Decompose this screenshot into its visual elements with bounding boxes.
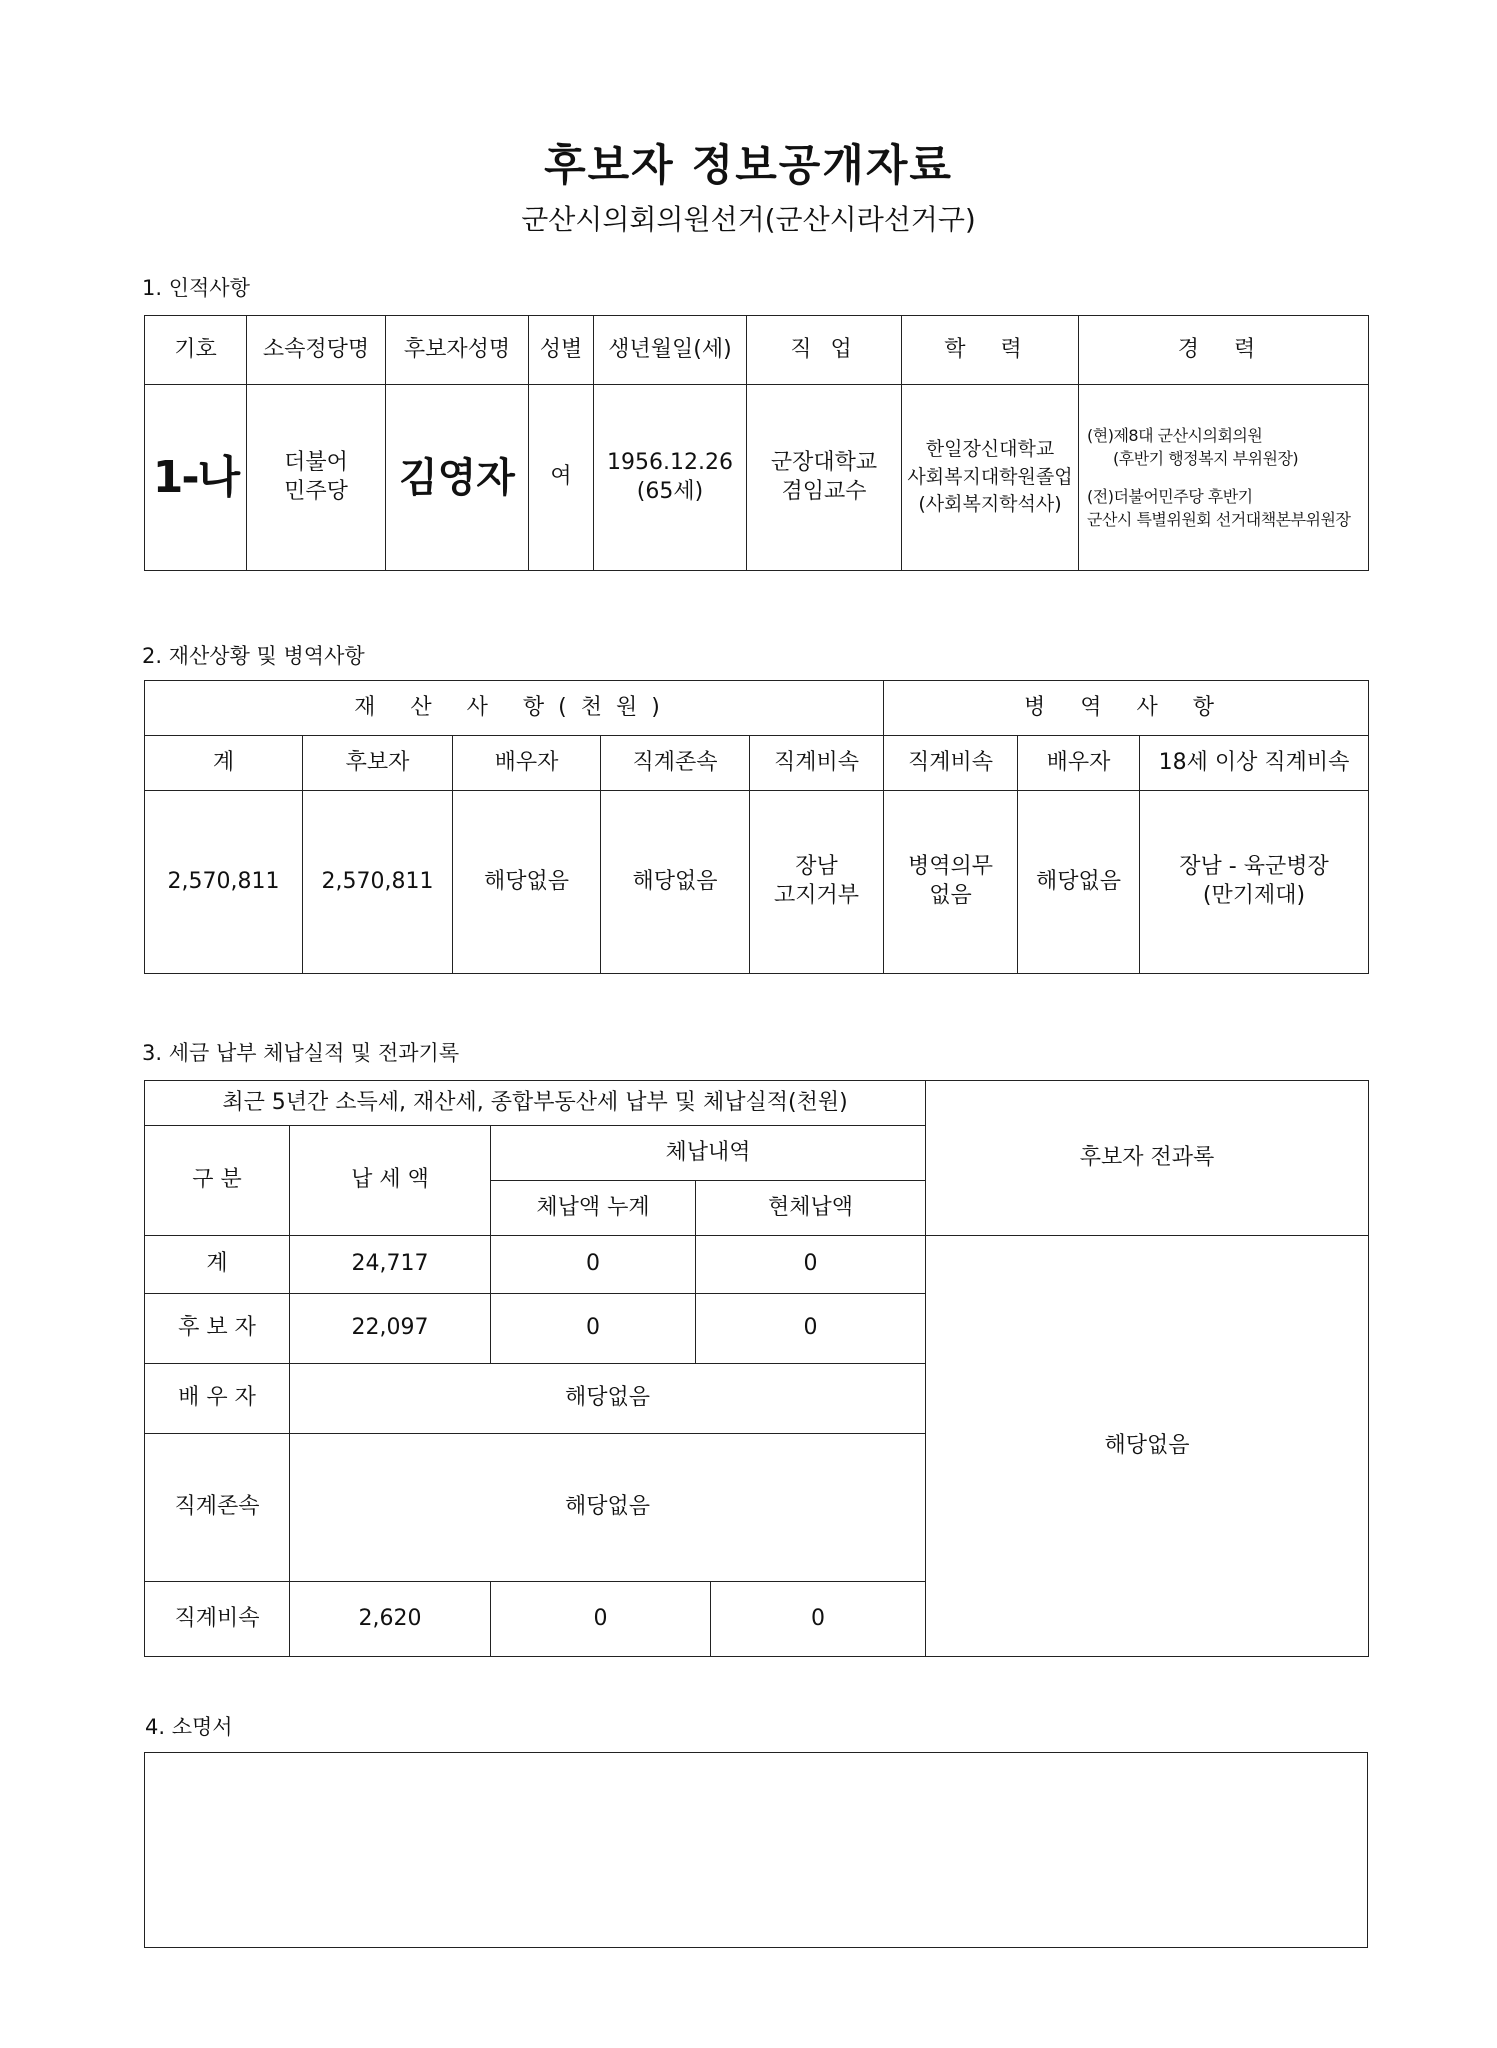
career-line-2: (후반기 행정복지 부위원장) xyxy=(1113,449,1299,469)
military-header: 병 역 사 항 xyxy=(884,681,1369,736)
property-descendant-line-1: 장남 xyxy=(795,854,838,880)
education-line-1: 한일장신대학교 xyxy=(925,438,1055,461)
military-descendant xyxy=(884,791,1018,974)
property-column-header-row xyxy=(145,736,1369,791)
property-descendant-line-2: 고지거부 xyxy=(773,883,859,908)
property-value-row xyxy=(145,791,1369,974)
military-adult-descendant xyxy=(1140,791,1369,974)
party-line-2: 민주당 xyxy=(284,478,348,504)
col-spouse: 배우자 xyxy=(453,736,601,791)
property-spouse: 해당없음 xyxy=(453,791,601,974)
property-header: 재 산 사 항(천원) xyxy=(145,681,884,736)
party-line-1: 더불어 xyxy=(284,449,348,475)
tax-row-current: 0 xyxy=(696,1236,926,1294)
property-descendant xyxy=(750,791,884,974)
birth-age: (65세) xyxy=(636,478,704,504)
header-name: 후보자성명 xyxy=(386,316,529,385)
career-line-1: (현)제8대 군산시의회의원 xyxy=(1087,426,1263,446)
property-ascendant: 해당없음 xyxy=(601,791,750,974)
col-arrears-total: 체납액 누계 xyxy=(491,1181,696,1236)
tax-row-arrears-total: 0 xyxy=(491,1294,696,1364)
candidate-birth xyxy=(594,385,747,571)
col-ascendant: 직계존속 xyxy=(601,736,750,791)
personal-info-row xyxy=(145,385,1369,571)
col-total: 계 xyxy=(145,736,303,791)
property-military-table xyxy=(144,680,1369,974)
tax-row-label: 배 우 자 xyxy=(145,1364,290,1434)
header-job: 직 업 xyxy=(747,316,902,385)
tax-group-header-row xyxy=(145,1081,1369,1126)
tax-row-current: 0 xyxy=(696,1294,926,1364)
career-line-4: 군산시 특별위원회 선거대책본부위원장 xyxy=(1087,509,1351,529)
header-gender: 성별 xyxy=(529,316,594,385)
tax-row-label: 계 xyxy=(145,1236,290,1294)
tax-row xyxy=(145,1236,1369,1294)
col-candidate: 후보자 xyxy=(303,736,453,791)
header-career: 경 력 xyxy=(1079,316,1369,385)
page-title: 후보자 정보공개자료 xyxy=(544,141,953,191)
col-mil-adult-descendant: 18세 이상 직계비속 xyxy=(1140,736,1369,791)
military-descendant-line-1: 병역의무 xyxy=(907,854,993,880)
military-descendant-line-2: 없음 xyxy=(929,883,972,908)
job-line-1: 군장대학교 xyxy=(770,449,878,475)
tax-row-arrears-total: 0 xyxy=(491,1236,696,1294)
tax-criminal-table xyxy=(144,1080,1369,1657)
military-adult-descendant-line-1: 장남 - 육군병장 xyxy=(1179,854,1329,880)
tax-row-merged: 해당없음 xyxy=(290,1434,926,1582)
explanation-box xyxy=(144,1752,1368,1948)
header-symbol: 기호 xyxy=(145,316,247,385)
candidate-name: 김영자 xyxy=(386,385,529,571)
candidate-job xyxy=(747,385,902,571)
page-subtitle: 군산시의회의원선거(군산시라선거구) xyxy=(521,203,976,236)
section-1-heading: 1. 인적사항 xyxy=(142,276,250,300)
candidate-symbol: 1-나 xyxy=(145,385,247,571)
header-party: 소속정당명 xyxy=(247,316,386,385)
col-descendant: 직계비속 xyxy=(750,736,884,791)
education-line-3: (사회복지학석사) xyxy=(918,493,1062,516)
property-candidate: 2,570,811 xyxy=(303,791,453,974)
candidate-gender: 여 xyxy=(529,385,594,571)
birth-date: 1956.12.26 xyxy=(607,449,733,475)
tax-row-arrears-total: 0 xyxy=(491,1582,711,1657)
tax-header: 최근 5년간 소득세, 재산세, 종합부동산세 납부 및 체납실적(천원) xyxy=(145,1081,926,1126)
tax-row-paid: 2,620 xyxy=(290,1582,491,1657)
criminal-value: 해당없음 xyxy=(926,1236,1369,1657)
military-spouse: 해당없음 xyxy=(1018,791,1140,974)
section-4-heading: 4. 소명서 xyxy=(145,1715,233,1739)
education-line-2: 사회복지대학원졸업 xyxy=(907,465,1073,488)
tax-row-label: 후 보 자 xyxy=(145,1294,290,1364)
candidate-education xyxy=(902,385,1079,571)
criminal-header: 후보자 전과록 xyxy=(926,1081,1369,1236)
col-paid: 납 세 액 xyxy=(290,1126,491,1236)
job-line-2: 겸임교수 xyxy=(781,478,867,504)
section-3-heading: 3. 세금 납부 체납실적 및 전과기록 xyxy=(142,1041,460,1065)
tax-row-label: 직계존속 xyxy=(145,1434,290,1582)
tax-row-current: 0 xyxy=(711,1582,926,1657)
property-total: 2,570,811 xyxy=(145,791,303,974)
tax-row-label: 직계비속 xyxy=(145,1582,290,1657)
section-2-heading: 2. 재산상황 및 병역사항 xyxy=(142,644,365,668)
header-education: 학 력 xyxy=(902,316,1079,385)
candidate-career xyxy=(1079,385,1369,571)
col-arrears: 체납내역 xyxy=(491,1126,926,1181)
col-current-arrears: 현체납액 xyxy=(696,1181,926,1236)
property-group-header-row xyxy=(145,681,1369,736)
tax-row-merged: 해당없음 xyxy=(290,1364,926,1434)
col-category: 구 분 xyxy=(145,1126,290,1236)
candidate-party xyxy=(247,385,386,571)
personal-info-header-row xyxy=(145,316,1369,385)
career-line-3: (전)더불어민주당 후반기 xyxy=(1087,486,1253,506)
header-birth: 생년월일(세) xyxy=(594,316,747,385)
personal-info-table xyxy=(144,315,1369,571)
career-spacer xyxy=(1087,471,1360,485)
col-mil-spouse: 배우자 xyxy=(1018,736,1140,791)
tax-row-paid: 24,717 xyxy=(290,1236,491,1294)
military-adult-descendant-line-2: (만기제대) xyxy=(1202,883,1306,908)
tax-row-paid: 22,097 xyxy=(290,1294,491,1364)
col-mil-descendant: 직계비속 xyxy=(884,736,1018,791)
